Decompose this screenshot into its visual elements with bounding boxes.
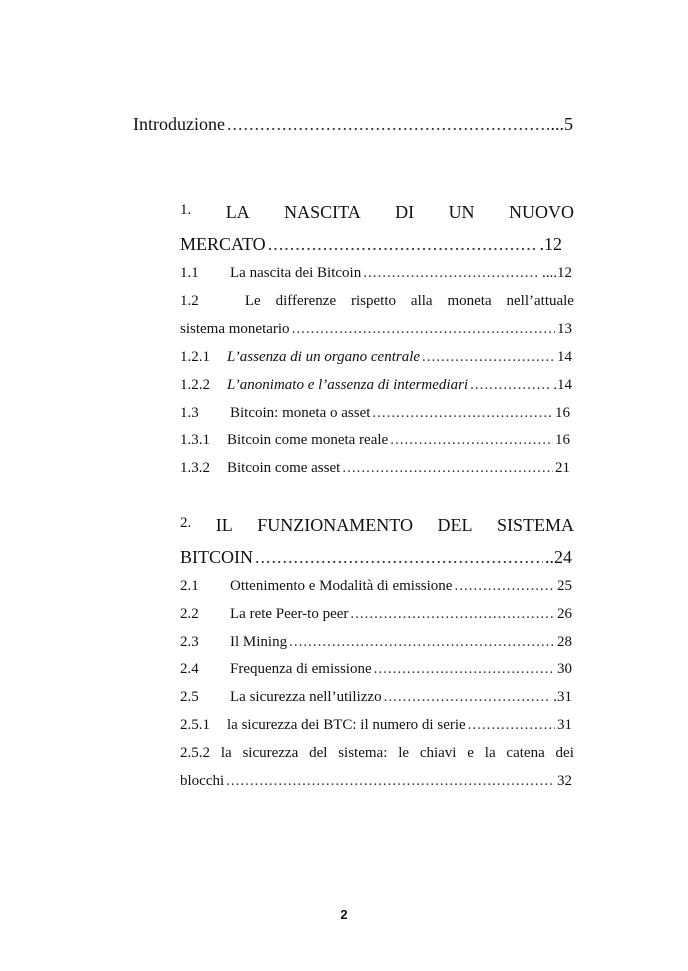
dot-leader — [454, 578, 555, 595]
toc-page: 14 — [557, 349, 572, 365]
toc-label: blocchi — [180, 773, 225, 789]
toc-number: 2.5 — [180, 689, 199, 705]
toc-entry[interactable] — [180, 349, 572, 366]
chapter-number: 2. — [180, 515, 192, 531]
toc-entry-cont[interactable] — [180, 321, 572, 338]
chapter-1-heading[interactable] — [180, 202, 574, 223]
toc-page: 21 — [555, 460, 570, 476]
heading-word: MERCATO — [180, 234, 266, 254]
toc-number: 2.5.1 — [180, 717, 210, 733]
toc-word: del — [309, 745, 328, 761]
toc-number: 2.3 — [180, 634, 199, 650]
toc-page: 16 — [555, 432, 570, 448]
toc-entry[interactable] — [180, 745, 574, 762]
toc-number: 1.1 — [180, 265, 199, 281]
toc-label: La rete Peer-to peer — [230, 606, 349, 622]
heading-word: DI — [395, 202, 415, 222]
toc-entry-introduzione[interactable] — [133, 114, 573, 135]
toc-word: moneta — [447, 293, 492, 309]
toc-entry[interactable] — [180, 460, 570, 477]
dot-leader — [363, 265, 540, 282]
heading-word: IL — [215, 515, 233, 535]
toc-word: la — [220, 745, 232, 761]
toc-word: nell’attuale — [506, 293, 574, 309]
heading-word: SISTEMA — [496, 515, 574, 535]
toc-page: 28 — [557, 634, 572, 650]
toc-word: rispetto — [351, 293, 397, 309]
dot-leader — [374, 661, 555, 678]
toc-page: ....12 — [542, 265, 572, 281]
toc-entry[interactable] — [180, 689, 572, 706]
toc-number: 2.2 — [180, 606, 199, 622]
toc-number: 1.3 — [180, 405, 199, 421]
dot-leader — [255, 547, 543, 568]
heading-word: UN — [448, 202, 475, 222]
toc-label: Introduzione — [133, 114, 225, 134]
toc-word: e — [467, 745, 474, 761]
toc-label: Bitcoin come asset — [227, 460, 341, 476]
toc-label: sistema monetario — [180, 321, 290, 337]
toc-label: Bitcoin: moneta o asset — [230, 405, 371, 421]
toc-number: 1.2 — [180, 293, 199, 309]
heading-word: NASCITA — [284, 202, 361, 222]
chapter-number: 1. — [180, 202, 192, 218]
toc-word: dei — [555, 745, 574, 761]
toc-word: catena — [506, 745, 545, 761]
toc-word: differenze — [275, 293, 337, 309]
toc-page: 32 — [557, 773, 572, 789]
toc-word: le — [398, 745, 410, 761]
toc-word: chiavi — [419, 745, 457, 761]
toc-number: 2.4 — [180, 661, 199, 677]
chapter-1-heading-cont[interactable] — [180, 234, 562, 255]
heading-word: FUNZIONAMENTO — [257, 515, 413, 535]
toc-word: sicurezza — [242, 745, 299, 761]
toc-label: Il Mining — [230, 634, 288, 650]
toc-page: .14 — [553, 377, 572, 393]
toc-entry[interactable] — [180, 717, 572, 734]
toc-number: 1.3.1 — [180, 432, 210, 448]
toc-page: ..24 — [545, 547, 572, 567]
heading-word: NUOVO — [509, 202, 574, 222]
toc-entry[interactable] — [180, 293, 574, 310]
chapter-2-heading[interactable] — [180, 515, 574, 536]
toc-entry[interactable] — [180, 405, 570, 422]
dot-leader — [342, 460, 553, 477]
toc-page: 26 — [557, 606, 572, 622]
toc-entry[interactable] — [180, 606, 572, 623]
toc-word: la — [484, 745, 496, 761]
toc-number: 1.2.2 — [180, 377, 210, 393]
dot-leader — [422, 349, 555, 366]
toc-entry[interactable] — [180, 265, 572, 282]
dot-leader — [350, 606, 555, 623]
toc-label: La sicurezza nell’utilizzo — [230, 689, 382, 705]
toc-label: Frequenza di emissione — [230, 661, 372, 677]
dot-leader — [226, 773, 555, 790]
dot-leader — [289, 634, 555, 651]
dot-leader — [468, 717, 555, 734]
toc-entry[interactable] — [180, 634, 572, 651]
toc-page: .31 — [553, 689, 572, 705]
toc-label: La nascita dei Bitcoin — [230, 265, 362, 281]
toc-word: alla — [410, 293, 433, 309]
toc-label: L’anonimato e l’assenza di intermediari — [227, 377, 469, 393]
toc-page: 30 — [557, 661, 572, 677]
toc-label: Ottenimento e Modalità di emissione — [230, 578, 453, 594]
toc-page: 31 — [557, 717, 572, 733]
heading-word: DEL — [437, 515, 473, 535]
toc-word: sistema: — [338, 745, 388, 761]
toc-entry-cont[interactable] — [180, 773, 572, 790]
toc-page: 25 — [557, 578, 572, 594]
dot-leader — [372, 405, 553, 422]
dot-leader — [470, 377, 551, 394]
toc-number: 2.5.2 — [180, 745, 210, 761]
dot-leader — [227, 114, 549, 135]
toc-entry[interactable] — [180, 432, 570, 449]
dot-leader — [390, 432, 553, 449]
toc-page: 13 — [557, 321, 572, 337]
toc-entry[interactable] — [180, 578, 572, 595]
page-number: 2 — [340, 907, 348, 922]
toc-entry[interactable] — [180, 661, 572, 678]
toc-number: 1.3.2 — [180, 460, 210, 476]
dot-leader — [268, 234, 538, 255]
toc-number: 2.1 — [180, 578, 199, 594]
toc-label: L’assenza di un organo centrale — [227, 349, 421, 365]
heading-word: LA — [225, 202, 250, 222]
toc-label: la sicurezza dei BTC: il numero di serie — [227, 717, 466, 733]
toc-label: Bitcoin come moneta reale — [227, 432, 389, 448]
chapter-2-heading-cont[interactable] — [180, 547, 572, 568]
toc-word: Le — [244, 293, 261, 309]
toc-page: .12 — [539, 234, 562, 254]
dot-leader — [292, 321, 555, 338]
heading-word: BITCOIN — [180, 547, 253, 567]
toc-page: ...5 — [550, 114, 573, 134]
dot-leader — [384, 689, 552, 706]
toc-entry[interactable] — [180, 377, 572, 394]
toc-number: 1.2.1 — [180, 349, 210, 365]
toc-page: 16 — [555, 405, 570, 421]
